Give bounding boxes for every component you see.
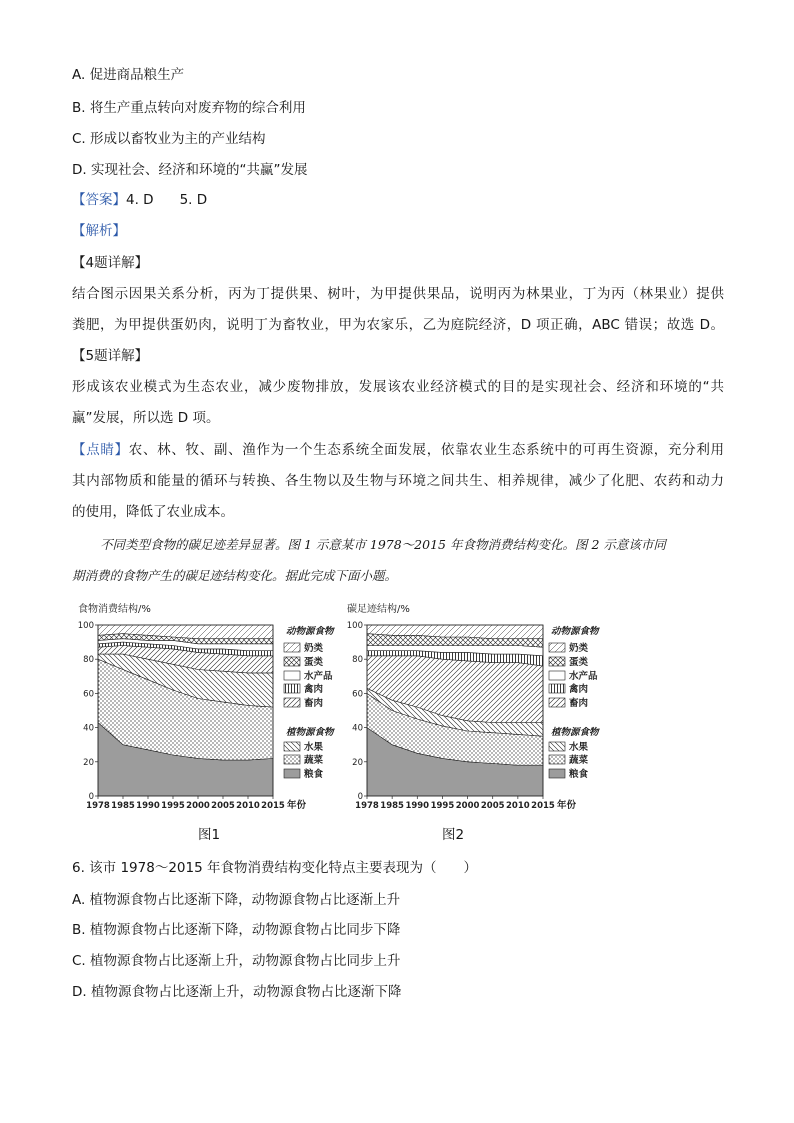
chart-1-ytick-label: 100 [77, 621, 94, 631]
chart-1-xtick-label: 2010 [236, 801, 260, 811]
chart-2-xtick-label: 2000 [455, 801, 480, 811]
chart-1-legend-swatch-粮食 [284, 769, 300, 778]
chart-1-legend-label-奶类: 奶类 [304, 643, 324, 654]
chart-2-legend-swatch-奶类 [549, 643, 565, 652]
chart-1-legend-animal-header: 动物源食物 [286, 626, 334, 637]
chart-2-title: 碳足迹结构/% [347, 604, 410, 615]
chart-2-ytick-label: 0 [357, 792, 363, 802]
chart-2-legend-label-畜肉: 畜肉 [569, 698, 589, 709]
q6-option-a: A. 植物源食物占比逐渐下降，动物源食物占比逐渐上升 [72, 892, 401, 908]
chart-2-ytick-label: 40 [352, 723, 363, 734]
chart-1-legend-label-水产品: 水产品 [304, 671, 333, 682]
chart-2-ytick-label: 60 [352, 689, 363, 700]
intro-line-1: 不同类型食物的碳足迹差异显著。图 1 示意某市 1978～2015 年食物消费结构变化。图 2 示意该市同 [100, 537, 666, 552]
chart-1-legend-swatch-禽肉 [284, 684, 300, 693]
chart-2 [343, 600, 611, 814]
chart-1-xtick-label: 1995 [161, 801, 185, 811]
chart-2-legend-plant-header: 植物源食物 [551, 727, 599, 738]
answer-label: 【答案】 [72, 192, 126, 208]
chart-2-legend-swatch-粮食 [549, 769, 565, 778]
chart-2-xtick-label: 1985 [380, 801, 404, 811]
chart-2-legend-swatch-禽肉 [549, 684, 565, 693]
chart-2-legend-label-蔬菜: 蔬菜 [569, 755, 589, 766]
chart-2-ytick-label: 20 [352, 757, 363, 768]
chart-1-legend-label-粮食: 粮食 [304, 769, 324, 780]
q4-heading: 【4题详解】 [72, 255, 149, 271]
chart-1-ytick-label: 40 [83, 723, 94, 734]
answer-q5: 5. D [179, 192, 208, 208]
q5-option-d: D. 实现社会、经济和环境的“共赢”发展 [72, 162, 308, 178]
chart-1-ytick-label: 60 [83, 689, 94, 700]
chart-1-legend-swatch-奶类 [284, 643, 300, 652]
tip-line-1 [72, 441, 724, 459]
q6-option-b: B. 植物源食物占比逐渐下降，动物源食物占比同步下降 [72, 922, 401, 938]
figure-2-caption: 图2 [442, 827, 465, 843]
chart-1-xtick-label: 1985 [111, 801, 135, 811]
tip-text-1: 农、林、牧、副、渔作为一个生态系统全面发展，依靠农业生态系统中的可再生资源，充分利用 [128, 442, 725, 458]
answer-q4: 4. D [126, 192, 154, 208]
chart-2-legend-animal-header: 动物源食物 [551, 626, 599, 637]
chart-2-legend-label-蛋类: 蛋类 [569, 657, 589, 668]
q6-stem: 6. 该市 1978～2015 年食物消费结构变化特点主要表现为（ ） [72, 860, 477, 876]
chart-2-xtick-label: 2015 [531, 801, 555, 811]
chart-2-xtick-label: 2010 [506, 801, 530, 811]
q4-explanation-line-1: 结合图示因果关系分析，丙为丁提供果、树叶，为甲提供果品，说明丙为林果业，丁为丙（林果业）提供 [72, 286, 724, 302]
chart-2-xtick-label: 2005 [480, 801, 505, 811]
q6-option-c: C. 植物源食物占比逐渐上升，动物源食物占比同步上升 [72, 953, 401, 969]
q5-option-a: A. 促进商品粮生产 [72, 67, 185, 83]
chart-1-legend-swatch-畜肉 [284, 698, 300, 707]
q5-explanation-line-2: 赢”发展，所以选 D 项。 [72, 410, 220, 426]
chart-2-ytick-label: 100 [346, 621, 363, 631]
chart-1-xtick-label: 1990 [136, 801, 160, 811]
chart-2-ytick-label: 80 [352, 655, 363, 666]
chart-2-legend-swatch-蔬菜 [549, 755, 565, 764]
q4-explanation-line-2: 粪肥，为甲提供蛋奶肉，说明丁为畜牧业，甲为农家乐，乙为庭院经济，D 项正确，ABC 错误；故选 D。 [72, 317, 724, 333]
chart-1-legend-label-蛋类: 蛋类 [304, 657, 324, 668]
chart-2-legend-label-奶类: 奶类 [569, 643, 589, 654]
chart-1-legend-plant-header: 植物源食物 [286, 727, 334, 738]
chart-1-legend-swatch-水果 [284, 742, 300, 751]
chart-2-legend-label-粮食: 粮食 [569, 769, 589, 780]
chart-1-xtick-label: 2005 [211, 801, 235, 811]
chart-1-legend-label-蔬菜: 蔬菜 [304, 755, 324, 766]
chart-1-ytick-label: 20 [83, 757, 94, 768]
q5-explanation-line-1: 形成该农业模式为生态农业，减少废物排放，发展该农业经济模式的目的是实现社会、经济和环境的“共 [72, 379, 724, 395]
chart-1-xtick-label: 1978 [86, 801, 110, 811]
tip-label: 【点睛】 [72, 442, 129, 458]
q5-option-c: C. 形成以畜牧业为主的产业结构 [72, 131, 266, 147]
tip-line-3: 的使用，降低了农业成本。 [72, 504, 234, 520]
intro-line-2: 期消费的食物产生的碳足迹结构变化。据此完成下面小题。 [72, 568, 398, 583]
chart-2-legend-label-水产品: 水产品 [569, 671, 598, 682]
chart-2-legend-label-禽肉: 禽肉 [569, 684, 589, 695]
chart-2-legend-swatch-水果 [549, 742, 565, 751]
chart-1-xtick-label: 2015 [261, 801, 285, 811]
chart-2-legend-swatch-水产品 [549, 671, 565, 680]
analysis-label: 【解析】 [72, 223, 126, 239]
chart-2-xtick-label: 1990 [405, 801, 430, 811]
chart-1-legend-label-禽肉: 禽肉 [304, 684, 324, 695]
chart-2-legend-label-水果: 水果 [569, 742, 589, 753]
chart-1-legend-label-畜肉: 畜肉 [304, 698, 324, 709]
chart-2-xtick-label: 1978 [355, 801, 379, 811]
chart-2-xtick-label: 1995 [430, 801, 455, 811]
answer-line [72, 191, 207, 209]
chart-2-xlabel: 年份 [557, 800, 577, 811]
chart-2-legend-swatch-蛋类 [549, 657, 565, 666]
figure-1-caption: 图1 [198, 827, 221, 843]
chart-1-ytick-label: 0 [88, 792, 94, 802]
q6-option-d: D. 植物源食物占比逐渐上升，动物源食物占比逐渐下降 [72, 984, 402, 1000]
chart-1-legend-label-水果: 水果 [304, 742, 324, 753]
q5-heading: 【5题详解】 [72, 348, 149, 364]
chart-1-xlabel: 年份 [287, 800, 307, 811]
chart-2-legend-swatch-畜肉 [549, 698, 565, 707]
chart-1-title: 食物消费结构/% [78, 604, 151, 615]
tip-line-2: 其内部物质和能量的循环与转换、各生物以及生物与环境之间共生、相养规律，减少了化肥、农药和动力 [72, 473, 724, 489]
chart-1 [74, 600, 344, 814]
chart-1-xtick-label: 2000 [186, 801, 210, 811]
chart-1-legend-swatch-蛋类 [284, 657, 300, 666]
chart-1-legend-swatch-蔬菜 [284, 755, 300, 764]
q5-option-b: B. 将生产重点转向对废弃物的综合利用 [72, 100, 306, 116]
chart-1-ytick-label: 80 [83, 655, 94, 666]
chart-1-legend-swatch-水产品 [284, 671, 300, 680]
